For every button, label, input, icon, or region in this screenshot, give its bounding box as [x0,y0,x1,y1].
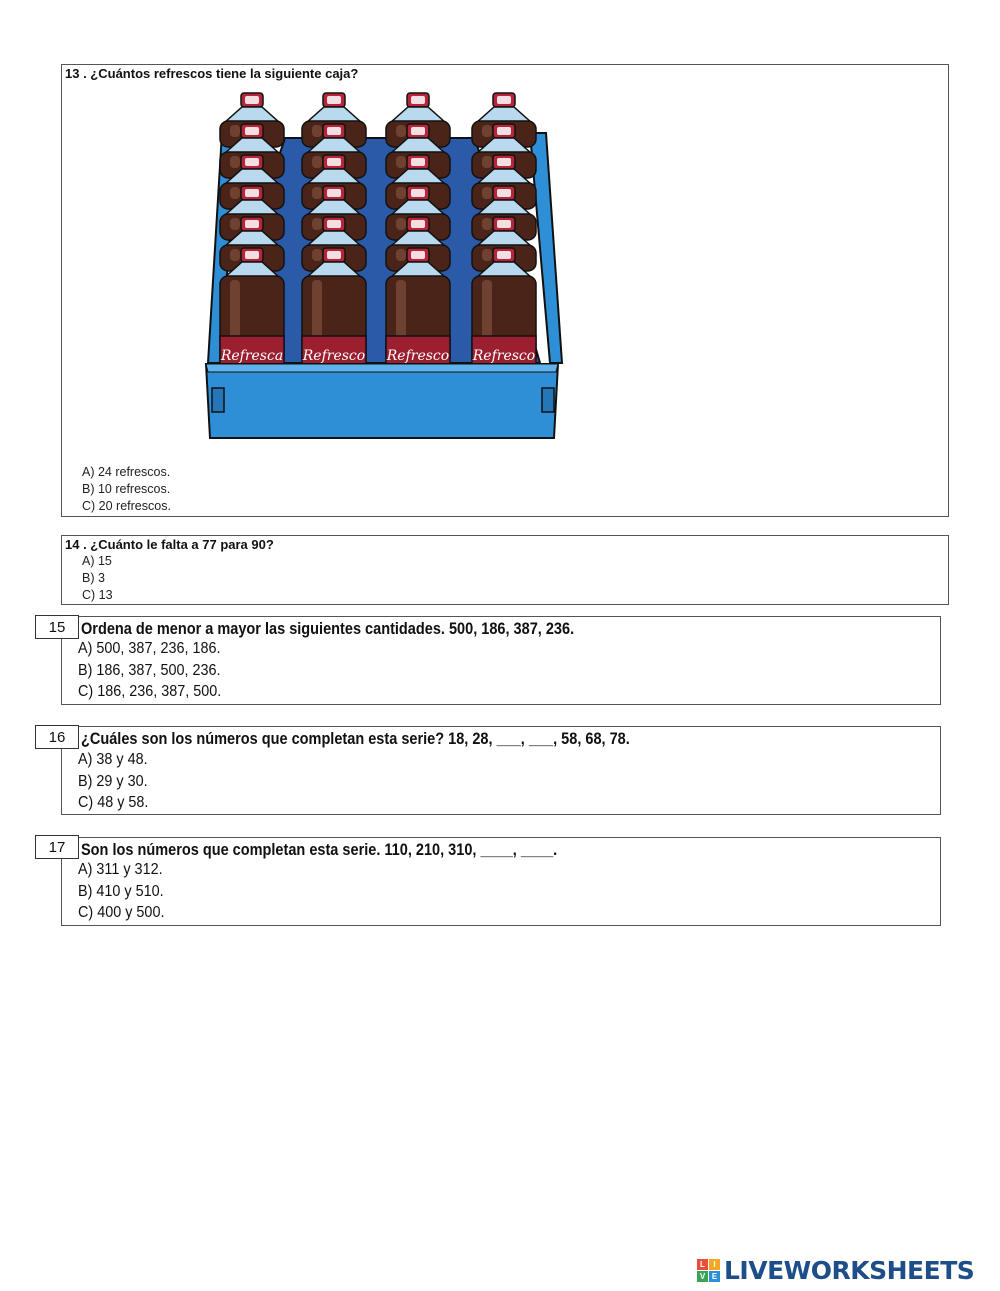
bottle-cap-highlight [327,220,341,228]
bottle-cap-highlight [497,251,511,259]
bottle-shine [312,125,322,137]
bottle-shine [396,187,406,199]
soda-crate-illustration [200,88,570,443]
logo-text: LIVEWORKSHEETS [724,1255,975,1285]
question-15-option-c[interactable]: C) 186, 236, 387, 500. [78,683,222,700]
question-17-title: Son los números que completan esta serie. 110, 210, 310, ____, ____. [81,841,558,859]
liveworksheets-logo[interactable] [697,1255,974,1285]
question-14-option-a[interactable]: A) 15 [82,554,112,568]
question-15-number: 15 [35,615,79,639]
question-17-number: 17 [35,835,79,859]
bottle-shine [482,156,492,168]
bottle-label-text: Refresco [302,348,366,364]
bottle-label-text: Refresca [220,348,284,364]
bottle-shine [396,249,406,261]
bottle-cap-highlight [411,189,425,197]
crate-front-rim [206,364,558,372]
bottle-cap-highlight [497,189,511,197]
bottle-label-text: Refresco [386,348,450,364]
bottle-shine [396,156,406,168]
question-13-option-c[interactable]: C) 20 refrescos. [82,499,171,513]
question-17-option-a[interactable]: A) 311 y 312. [78,861,163,878]
bottle-cap-highlight [245,96,259,104]
bottle-shine [312,156,322,168]
bottle-cap-highlight [497,158,511,166]
bottle-shine [482,187,492,199]
bottle-cap-highlight [411,96,425,104]
question-16-option-b[interactable]: B) 29 y 30. [78,773,148,790]
bottle-cap-highlight [497,96,511,104]
bottle-shine [230,249,240,261]
bottle-cap-highlight [245,220,259,228]
crate-left-handle [212,388,224,412]
bottle-cap-highlight [245,189,259,197]
question-13-title: 13 . ¿Cuántos refrescos tiene la siguiente caja? [65,66,359,81]
logo-block-i: I [709,1259,720,1270]
bottle-cap-highlight [411,251,425,259]
question-14-title: 14 . ¿Cuánto le falta a 77 para 90? [65,537,274,552]
bottle-cap-highlight [327,189,341,197]
bottle-shine [312,218,322,230]
bottle-cap-highlight [411,158,425,166]
bottle-cap-highlight [245,127,259,135]
question-15-option-b[interactable]: B) 186, 387, 500, 236. [78,662,221,679]
bottle-cap-highlight [327,96,341,104]
bottle-shine [230,187,240,199]
bottle-shine [312,187,322,199]
bottle-shine [482,249,492,261]
question-16-option-a[interactable]: A) 38 y 48. [78,751,148,768]
question-14-option-b[interactable]: B) 3 [82,571,105,585]
logo-block-e: E [709,1271,720,1282]
bottle-shine [482,125,492,137]
logo-blocks-icon [697,1259,720,1282]
question-14-option-c[interactable]: C) 13 [82,588,113,602]
bottle-cap-highlight [411,220,425,228]
bottle-shine [230,218,240,230]
question-17-option-c[interactable]: C) 400 y 500. [78,904,165,921]
bottle-shine [482,218,492,230]
bottle-cap-highlight [245,251,259,259]
crate-front-panel [206,364,558,438]
bottle-cap-highlight [327,251,341,259]
bottle-shine [396,125,406,137]
question-13-option-b[interactable]: B) 10 refrescos. [82,482,171,496]
logo-block-v: V [697,1271,708,1282]
bottle-cap-highlight [245,158,259,166]
question-17-option-b[interactable]: B) 410 y 510. [78,883,164,900]
question-16-number: 16 [35,725,79,749]
question-15-title: Ordena de menor a mayor las siguientes cantidades. 500, 186, 387, 236. [81,620,575,638]
bottle-cap-highlight [497,220,511,228]
bottle-shine [312,249,322,261]
bottle-shine [230,156,240,168]
question-15-option-a[interactable]: A) 500, 387, 236, 186. [78,640,221,657]
question-13-option-a[interactable]: A) 24 refrescos. [82,465,171,479]
bottle-cap-highlight [411,127,425,135]
question-16-title: ¿Cuáles son los números que completan esta serie? 18, 28, ___, ___, 58, 68, 78. [81,730,630,748]
bottle-cap-highlight [327,127,341,135]
bottle-cap-highlight [497,127,511,135]
bottle-cap-highlight [327,158,341,166]
bottle-label-text: Refresco [472,348,536,364]
question-16-option-c[interactable]: C) 48 y 58. [78,794,149,811]
bottle-shine [396,218,406,230]
bottle-shine [230,125,240,137]
crate-right-handle [542,388,554,412]
logo-block-l: L [697,1259,708,1270]
